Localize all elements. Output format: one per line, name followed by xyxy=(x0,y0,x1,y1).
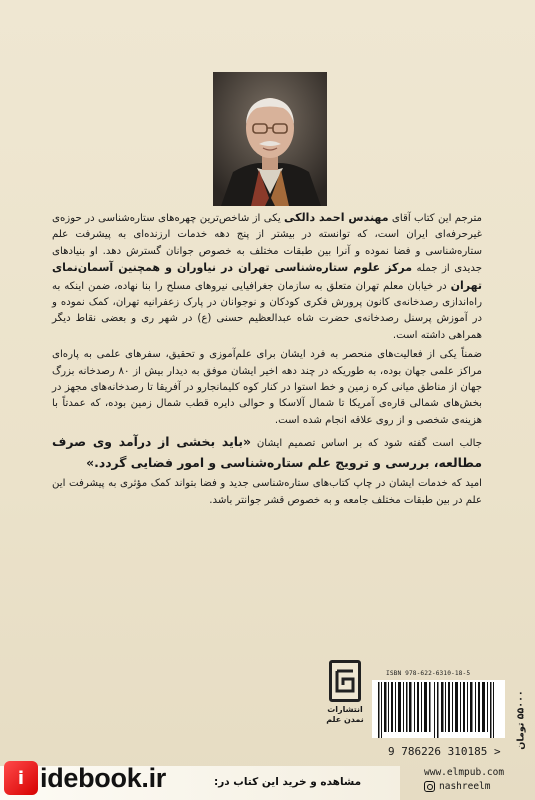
author-biography xyxy=(52,210,482,512)
text-run: جالب است گفته شود که بر اساس تصمیم ایشان xyxy=(251,438,482,450)
instagram-handle xyxy=(424,781,490,792)
isbn-label: ISBN 978-622-6310-18-5 xyxy=(386,670,471,677)
watermark-logo xyxy=(4,761,166,795)
publisher-logo xyxy=(325,660,365,756)
institution-names: مرکز علوم ستاره‌شناسی تهران در نیاوران و همچنین آسمان‌نمای تهران xyxy=(52,261,482,292)
author-photo xyxy=(213,72,327,206)
text-run: مترجم این کتاب آقای xyxy=(388,213,482,224)
text-run: در خیابان معلم تهران متعلق به سازمان جغرافیایی نیروهای مسلح را بنا نهاده، ضمن اینکه به راه‌اندازی رصدخانه‌ی کانون پرورش فکری کودکان و نوجوانان در پارک زعفرانیه تهران، کمک نموده و در آموزش پرسنل رصدخانه‌ی حضرت شاه عبدالعظیم حسنی (ع) در شهر ری و بعضی نقاط دیگر همراهی داشته است. xyxy=(52,280,482,341)
publisher-mark-icon xyxy=(329,660,361,702)
idebook-logo-icon xyxy=(4,761,38,795)
barcode-number xyxy=(388,745,501,758)
barcode-digits: 9 786226 310185 xyxy=(388,745,488,758)
barcode-suffix: > xyxy=(493,745,501,758)
bio-paragraph-2: ضمناً یکی از فعالیت‌های منحصر به فرد ایشان برای علم‌آموزی و تحقیق، سفرهای علمی به پاره‌ای مراکز علمی جهان بوده، به طوریکه در چند دهه اخیر ایشان موفق به دیدار بیش از ۸۰ رصدخانه بزرگ جهان از مناطق میانی کره زمین و خط استوا در کنار کوه کلیمانجارو در آفریقا تا رصدخانه‌های مجهز در بخش‌های شمالی قاره‌ی آمریکا تا شمال آلاسکا و حوالی دایره قطب شمال زمین بوده، که عمدتاً با هزینه‌ی شخصی و از روی علاقه انجام شده است. xyxy=(52,349,482,426)
price-text: ۵۵۰۰۰ تومان xyxy=(515,690,527,750)
instagram-handle-text: nashreelm xyxy=(439,781,491,792)
publisher-name: انتشارات نمدن علم xyxy=(326,705,364,724)
bio-paragraph-4: امید که خدمات ایشان در چاپ کتاب‌های ستاره‌شناسی جدید و فضا بتواند کمک مؤثری به پیشرفت این علم در بین طبقات مختلف جامعه و به خصوص قشر جوانتر باشد. xyxy=(52,478,482,506)
watermark-caption: مشاهده و خرید این کتاب در: xyxy=(214,776,362,788)
bio-paragraph-3 xyxy=(52,432,482,473)
barcode xyxy=(372,680,505,738)
watermark-site-name: idebook.ir xyxy=(40,762,167,793)
barcode-bars xyxy=(372,680,505,738)
price-label xyxy=(514,670,528,770)
author-quote: «باید بخشی از درآمد وی صرف مطالعه، بررسی و ترویج علم ستاره‌شناسی و امور فضایی گردد.» xyxy=(52,434,482,470)
bio-paragraph-1 xyxy=(52,210,482,344)
instagram-icon xyxy=(424,781,435,792)
author-name: مهندس احمد دالکی xyxy=(284,211,389,224)
text-run: یکی از شاخص‌ترین چهره‌های ستاره‌شناسی در حوزه‌ی غیرحرفه‌ای ایران است، که توانسته در بیشتر از پنج دهه خدمات ارزنده‌ای به پیشرفت علم ستاره‌شناسی و فضا نموده و آنرا بین طبقات مختلف به خصوص جوانان گسترش دهد. او بنیادهای جدیدی از جمله xyxy=(52,213,483,275)
logo-letter: i xyxy=(17,767,25,789)
publisher-website: www.elmpub.com xyxy=(424,767,505,778)
